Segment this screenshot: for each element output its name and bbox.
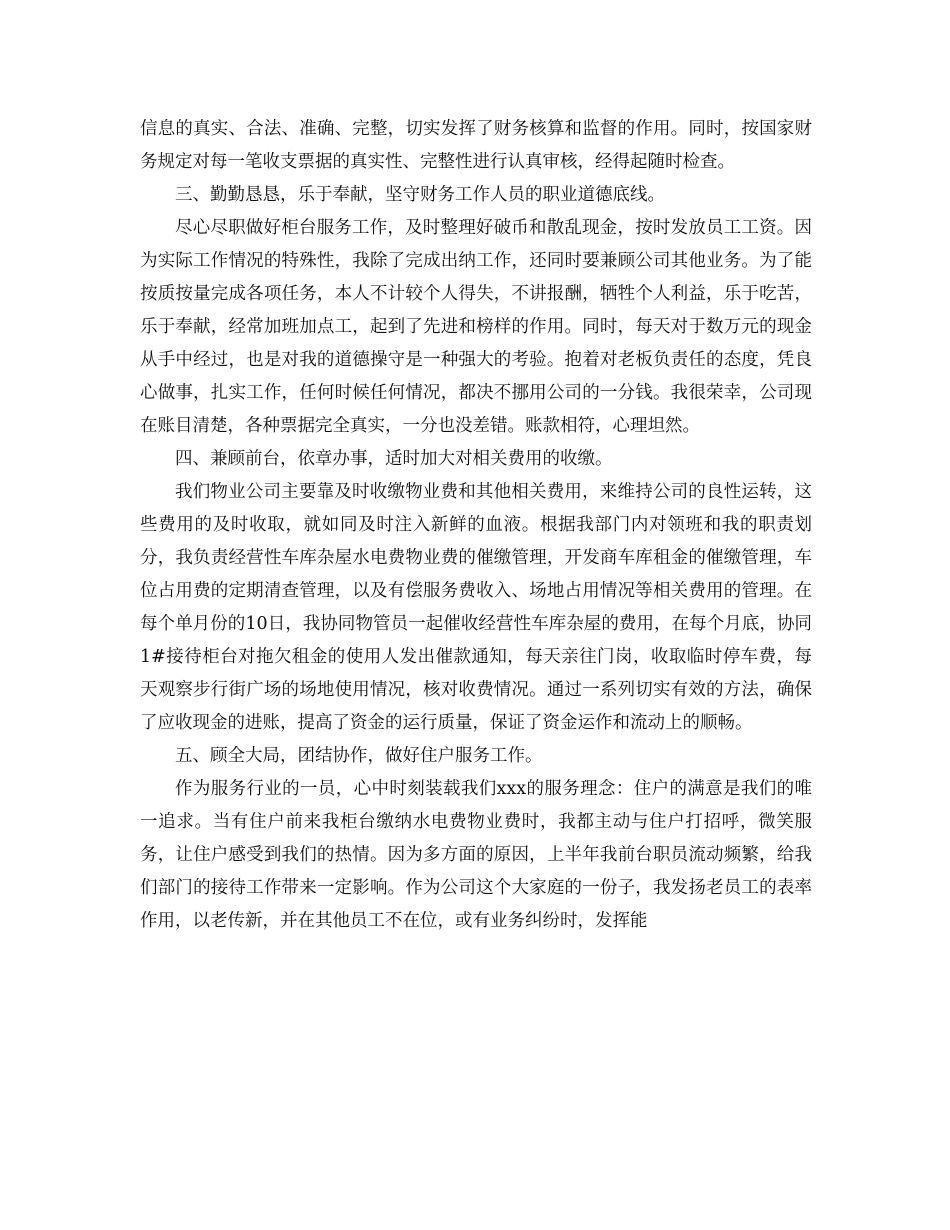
paragraph-fee-collection: 我们物业公司主要靠及时收缴物业费和其他相关费用，来维持公司的良性运转，这些费用的及时收取，就如同及时注入新鲜的血液。根据我部门内对领班和我的职责划分，我负责经营性车库杂屋水电费物业费的催缴管理，开发商车库租金的催缴管理，车位占用费的定期清查管理，以及有偿服务费收入、场地占用情况等相关费用的管理。在每个单月份的10日，我协同物管员一起催收经营性车库杂屋的费用，在每个月底，协同1#接待柜台对拖欠租金的使用人发出催款通知，每天亲往门岗，收取临时停车费，每天观察步行街广场的场地使用情况，核对收费情况。通过一系列切实有效的方法，确保了应收现金的进账，提高了资金的运行质量，保证了资金运作和流动上的顺畅。 [140, 482, 812, 733]
paragraph-counter-service: 尽心尽职做好柜台服务工作，及时整理好破币和散乱现金，按时发放员工工资。因为实际工作情况的特殊性，我除了完成出纳工作，还同时要兼顾公司其他业务。为了能按质按量完成各项任务，本人不计较个人得失，不讲报酬，牺牲个人利益，乐于吃苦，乐于奉献，经常加班加点工，起到了先进和榜样的作用。同时，每天对于数万元的现金从手中经过，也是对我的道德操守是一种强大的考验。抱着对老板负责任的态度，凭良心做事，扎实工作，任何时候任何情况，都决不挪用公司的一分钱。我很荣幸，公司现在账目清楚，各种票据完全真实，一分也没差错。账款相符，心理坦然。 [140, 218, 812, 436]
section-heading-three: 三、勤勤恳恳，乐于奉献，坚守财务工作人员的职业道德底线。 [175, 185, 665, 205]
section-heading-four: 四、兼顾前台，依章办事，适时加大对相关费用的收缴。 [175, 449, 613, 469]
document-page [140, 113, 812, 938]
section-heading-five: 五、顾全大局，团结协作，做好住户服务工作。 [175, 746, 543, 766]
paragraph-resident-service: 作为服务行业的一员，心中时刻装载我们xxx的服务理念：住户的满意是我们的唯一追求。当有住户前来我柜台缴纳水电费物业费时，我都主动与住户打招呼，微笑服务，让住户感受到我们的热情。因为多方面的原因，上半年我前台职员流动频繁，给我们部门的接待工作带来一定影响。作为公司这个大家庭的一份子，我发扬老员工的表率作用，以老传新，并在其他员工不在位，或有业务纠纷时，发挥能 [140, 779, 812, 931]
paragraph-financial-review: 信息的真实、合法、准确、完整，切实发挥了财务核算和监督的作用。同时，按国家财务规定对每一笔收支票据的真实性、完整性进行认真审核，经得起随时检查。 [140, 119, 812, 172]
